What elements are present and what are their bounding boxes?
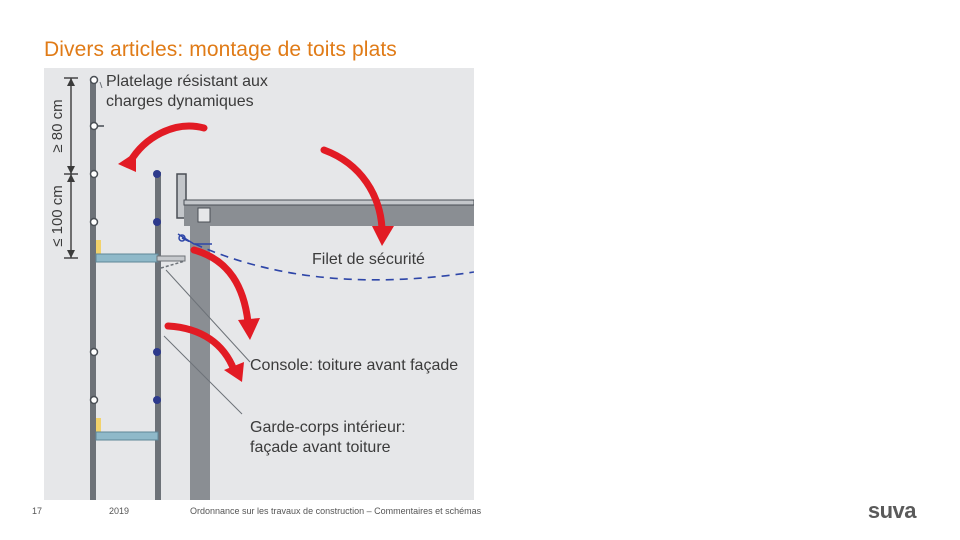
page-title: Divers articles: montage de toits plats	[44, 38, 397, 61]
label-platform-line2: charges dynamiques	[106, 93, 254, 110]
label-guardrail-line2: façade avant toiture	[250, 439, 391, 456]
scaffold-frame	[90, 77, 185, 501]
leader-lines	[100, 82, 250, 414]
footer-source: Ordonnance sur les travaux de construction – Commentaires et schémas	[190, 506, 482, 516]
label-platform-line1: Platelage résistant aux	[106, 73, 268, 90]
suva-logo: suva	[867, 498, 916, 523]
label-console: Console: toiture avant façade	[250, 357, 459, 374]
dimension-lower-label: ≤ 100 cm	[49, 185, 66, 247]
label-guardrail-line1: Garde-corps intérieur:	[250, 419, 406, 436]
dimension-line	[49, 78, 78, 258]
arrow-platform	[130, 126, 204, 162]
page-number: 17	[32, 506, 43, 516]
diagram-drawing	[44, 68, 474, 500]
label-net: Filet de sécurité	[312, 251, 425, 268]
dimension-upper-label: ≥ 80 cm	[49, 99, 66, 153]
scaffold-diagram	[44, 68, 474, 500]
footer-year: 2019	[109, 506, 130, 516]
